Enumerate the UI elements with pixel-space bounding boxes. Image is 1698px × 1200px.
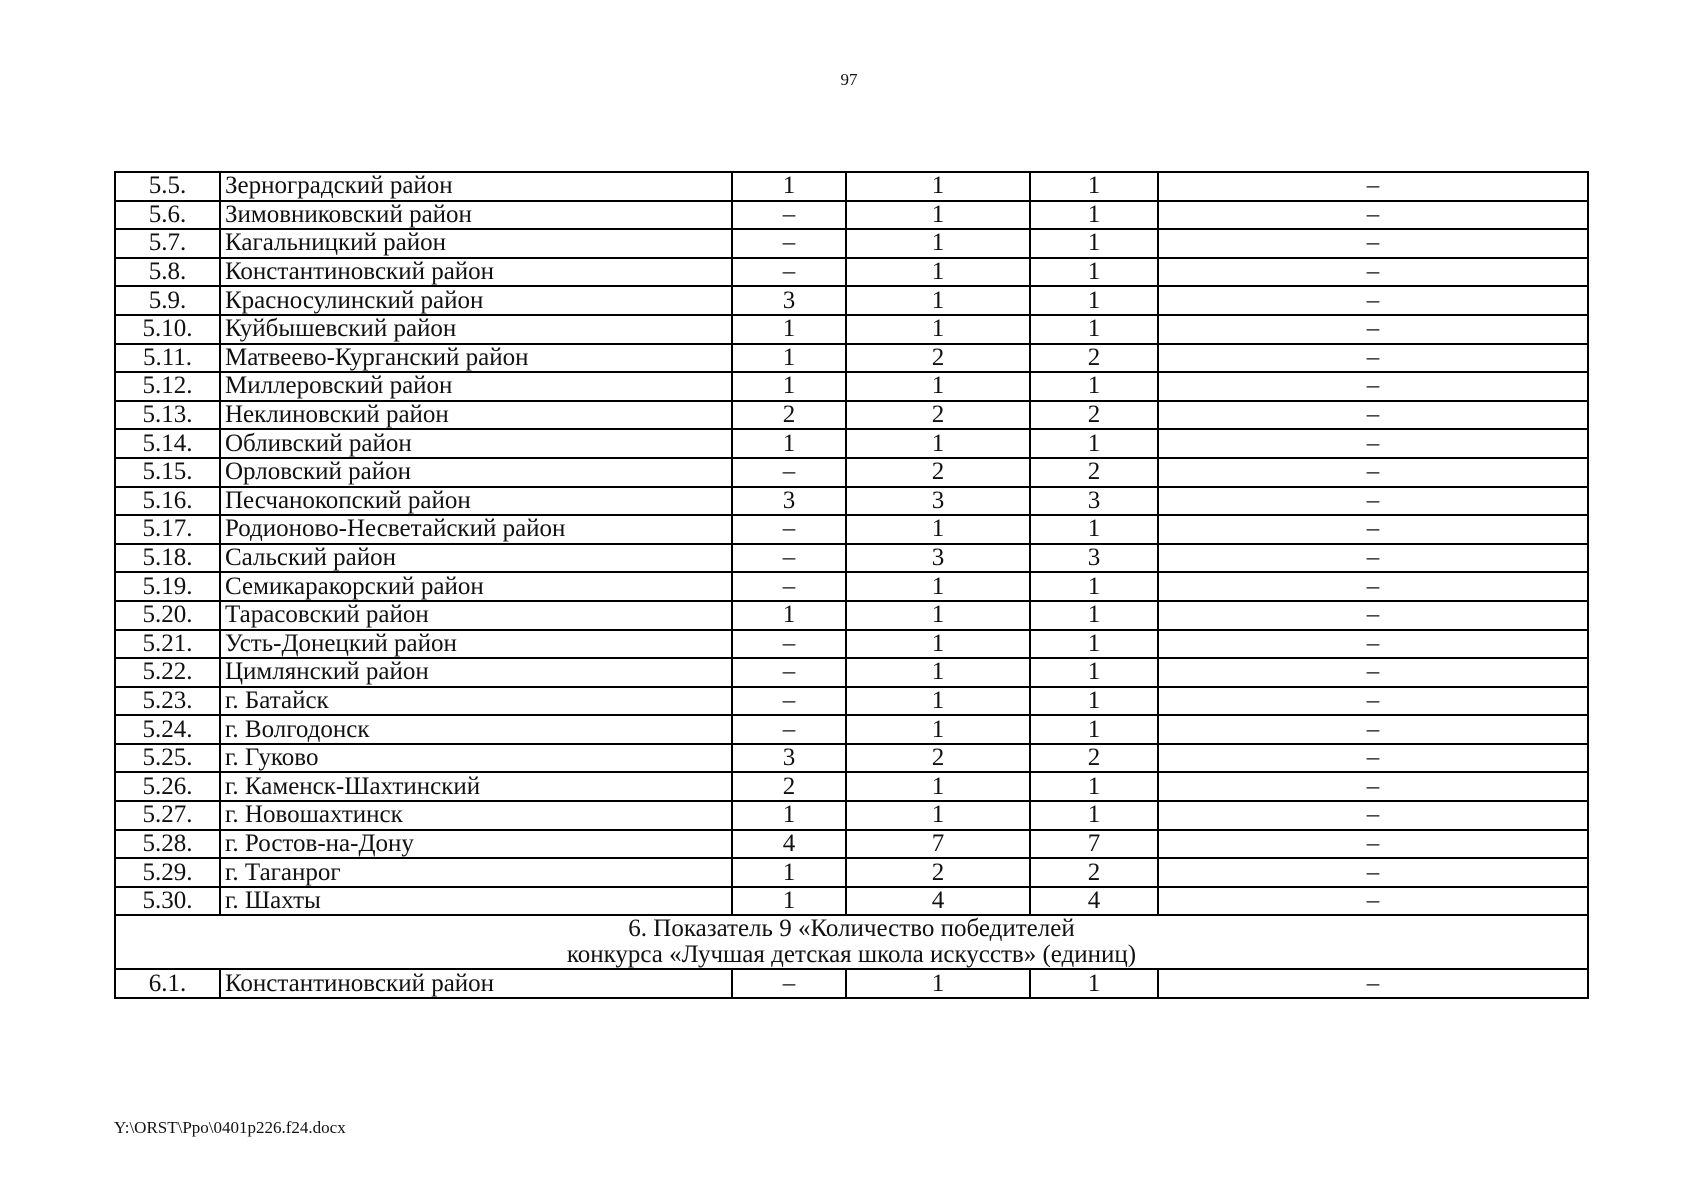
value-cell-2: 2 [846,744,1030,773]
value-cell-3: 1 [1030,315,1158,344]
table-row [115,229,1588,258]
value-cell-2: 7 [846,830,1030,859]
value-cell-3: 2 [1030,401,1158,430]
table-row [115,401,1588,430]
value-cell-1: – [732,258,846,287]
value-cell-1: 3 [732,487,846,516]
value-cell-1: – [732,572,846,601]
value-cell-2: 1 [846,258,1030,287]
row-number-cell: 5.5. [115,172,220,201]
value-cell-2: 1 [846,801,1030,830]
file-path-footer: Y:\ORST\Ppo\0401p226.f24.docx [114,1118,346,1137]
territory-name-cell: Матвеево-Курганский район [220,344,732,373]
row-number-cell: 5.21. [115,630,220,659]
value-cell-1: – [732,229,846,258]
row-number-cell: 5.8. [115,258,220,287]
territory-name-cell: Миллеровский район [220,372,732,401]
value-cell-4: – [1158,344,1588,373]
territory-name-cell: Красносулинский район [220,286,732,315]
table-row [115,969,1588,998]
value-cell-3: 1 [1030,601,1158,630]
territory-name-cell: Зерноградский район [220,172,732,201]
row-number-cell: 5.7. [115,229,220,258]
territory-name-cell: Песчанокопский район [220,487,732,516]
territory-name-cell: г. Новошахтинск [220,801,732,830]
value-cell-2: 1 [846,429,1030,458]
row-number-cell: 5.11. [115,344,220,373]
table-row [115,315,1588,344]
value-cell-3: 1 [1030,715,1158,744]
value-cell-4: – [1158,858,1588,887]
value-cell-4: – [1158,258,1588,287]
value-cell-3: 1 [1030,572,1158,601]
value-cell-2: 1 [846,201,1030,230]
value-cell-3: 3 [1030,487,1158,516]
table-row [115,429,1588,458]
row-number-cell: 5.26. [115,772,220,801]
row-number-cell: 5.13. [115,401,220,430]
value-cell-1: 2 [732,401,846,430]
value-cell-3: 2 [1030,458,1158,487]
table-row [115,458,1588,487]
table-row [115,201,1588,230]
value-cell-3: 4 [1030,887,1158,916]
value-cell-4: – [1158,372,1588,401]
value-cell-2: 1 [846,772,1030,801]
value-cell-3: 1 [1030,801,1158,830]
value-cell-3: 2 [1030,858,1158,887]
value-cell-2: 1 [846,229,1030,258]
row-number-cell: 5.9. [115,286,220,315]
value-cell-2: 1 [846,601,1030,630]
value-cell-1: 2 [732,772,846,801]
value-cell-3: 1 [1030,201,1158,230]
row-number-cell: 5.17. [115,515,220,544]
value-cell-3: 2 [1030,744,1158,773]
value-cell-1: 3 [732,286,846,315]
row-number-cell: 5.16. [115,487,220,516]
value-cell-3: 1 [1030,515,1158,544]
value-cell-2: 1 [846,630,1030,659]
territory-name-cell: Зимовниковский район [220,201,732,230]
value-cell-4: – [1158,487,1588,516]
value-cell-1: 1 [732,315,846,344]
section-heading-line-2: конкурса «Лучшая детская школа искусств» (единиц) [566,941,1137,969]
table-row [115,544,1588,573]
value-cell-4: – [1158,715,1588,744]
value-cell-2: 1 [846,969,1030,998]
territory-name-cell: г. Ростов-на-Дону [220,830,732,859]
territory-name-cell: г. Шахты [220,887,732,916]
value-cell-2: 2 [846,401,1030,430]
value-cell-4: – [1158,772,1588,801]
value-cell-3: 1 [1030,969,1158,998]
territory-name-cell: Куйбышевский район [220,315,732,344]
value-cell-3: 1 [1030,687,1158,716]
value-cell-2: 1 [846,658,1030,687]
row-number-cell: 5.28. [115,830,220,859]
value-cell-1: – [732,687,846,716]
row-number-cell: 5.15. [115,458,220,487]
value-cell-1: 4 [732,830,846,859]
value-cell-2: 1 [846,172,1030,201]
territory-name-cell: Цимлянский район [220,658,732,687]
value-cell-1: 1 [732,344,846,373]
table-row [115,601,1588,630]
value-cell-1: 3 [732,744,846,773]
value-cell-2: 1 [846,715,1030,744]
value-cell-4: – [1158,744,1588,773]
row-number-cell: 5.12. [115,372,220,401]
row-number-cell: 5.22. [115,658,220,687]
territory-name-cell: Кагальницкий район [220,229,732,258]
value-cell-4: – [1158,630,1588,659]
value-cell-2: 2 [846,858,1030,887]
value-cell-4: – [1158,315,1588,344]
table-row [115,887,1588,916]
value-cell-1: – [732,458,846,487]
row-number-cell: 5.23. [115,687,220,716]
value-cell-2: 1 [846,372,1030,401]
value-cell-3: 1 [1030,229,1158,258]
section-heading-line-1: 6. Показатель 9 «Количество победителей [628,915,1075,943]
table-row [115,658,1588,687]
value-cell-2: 2 [846,344,1030,373]
table-row [115,286,1588,315]
territory-name-cell: Тарасовский район [220,601,732,630]
value-cell-1: 1 [732,429,846,458]
value-cell-1: 1 [732,801,846,830]
table-row [115,772,1588,801]
row-number-cell: 5.30. [115,887,220,916]
table-row [115,487,1588,516]
row-number-cell: 5.29. [115,858,220,887]
value-cell-3: 1 [1030,772,1158,801]
value-cell-1: – [732,630,846,659]
value-cell-1: – [732,544,846,573]
value-cell-3: 2 [1030,344,1158,373]
territory-name-cell: Константиновский район [220,258,732,287]
row-number-cell: 6.1. [115,969,220,998]
territory-name-cell: Обливский район [220,429,732,458]
value-cell-2: 3 [846,487,1030,516]
value-cell-4: – [1158,201,1588,230]
value-cell-2: 4 [846,887,1030,916]
value-cell-2: 1 [846,315,1030,344]
table-row [115,744,1588,773]
value-cell-4: – [1158,801,1588,830]
value-cell-1: 1 [732,601,846,630]
value-cell-4: – [1158,172,1588,201]
value-cell-4: – [1158,429,1588,458]
value-cell-3: 1 [1030,258,1158,287]
value-cell-3: 7 [1030,830,1158,859]
value-cell-1: 1 [732,172,846,201]
value-cell-4: – [1158,601,1588,630]
value-cell-1: 1 [732,858,846,887]
value-cell-1: – [732,515,846,544]
value-cell-2: 1 [846,515,1030,544]
territory-name-cell: г. Каменск-Шахтинский [220,772,732,801]
table-row [115,801,1588,830]
row-number-cell: 5.25. [115,744,220,773]
row-number-cell: 5.27. [115,801,220,830]
territory-name-cell: г. Гуково [220,744,732,773]
value-cell-1: – [732,715,846,744]
value-cell-4: – [1158,401,1588,430]
row-number-cell: 5.24. [115,715,220,744]
value-cell-2: 1 [846,286,1030,315]
value-cell-3: 1 [1030,286,1158,315]
value-cell-1: – [732,658,846,687]
value-cell-3: 1 [1030,372,1158,401]
value-cell-2: 1 [846,572,1030,601]
table-row [115,715,1588,744]
territory-name-cell: Усть-Донецкий район [220,630,732,659]
value-cell-3: 1 [1030,658,1158,687]
value-cell-4: – [1158,969,1588,998]
row-number-cell: 5.14. [115,429,220,458]
territory-name-cell: Орловский район [220,458,732,487]
value-cell-4: – [1158,229,1588,258]
section-heading-cell [115,915,1588,969]
value-cell-4: – [1158,544,1588,573]
table-body-section-5 [115,172,1588,915]
table-row [115,515,1588,544]
value-cell-2: 2 [846,458,1030,487]
value-cell-1: – [732,969,846,998]
page-number: 97 [840,70,858,89]
territory-name-cell: Константиновский район [220,969,732,998]
value-cell-4: – [1158,830,1588,859]
table-row [115,830,1588,859]
table-row [115,344,1588,373]
value-cell-3: 1 [1030,429,1158,458]
value-cell-3: 1 [1030,630,1158,659]
table-row [115,858,1588,887]
territory-name-cell: г. Волгодонск [220,715,732,744]
row-number-cell: 5.18. [115,544,220,573]
territory-name-cell: Семикаракорский район [220,572,732,601]
row-number-cell: 5.20. [115,601,220,630]
row-number-cell: 5.19. [115,572,220,601]
value-cell-4: – [1158,887,1588,916]
value-cell-2: 3 [846,544,1030,573]
value-cell-4: – [1158,515,1588,544]
row-number-cell: 5.10. [115,315,220,344]
row-number-cell: 5.6. [115,201,220,230]
value-cell-1: – [732,201,846,230]
value-cell-1: 1 [732,887,846,916]
value-cell-1: 1 [732,372,846,401]
value-cell-4: – [1158,687,1588,716]
value-cell-2: 1 [846,687,1030,716]
territory-name-cell: Сальский район [220,544,732,573]
table-row [115,687,1588,716]
table-row [115,258,1588,287]
value-cell-3: 3 [1030,544,1158,573]
value-cell-4: – [1158,658,1588,687]
table-row [115,172,1588,201]
value-cell-4: – [1158,458,1588,487]
table-row [115,372,1588,401]
value-cell-4: – [1158,572,1588,601]
territory-name-cell: г. Батайск [220,687,732,716]
table-row [115,572,1588,601]
value-cell-4: – [1158,286,1588,315]
table-row [115,630,1588,659]
table-body-section-6 [115,969,1588,998]
territory-name-cell: Неклиновский район [220,401,732,430]
territory-name-cell: Родионово-Несветайский район [220,515,732,544]
section-heading-row [115,915,1588,969]
value-cell-3: 1 [1030,172,1158,201]
territory-name-cell: г. Таганрог [220,858,732,887]
table-section-6 [115,915,1588,969]
indicator-table [114,171,1589,999]
